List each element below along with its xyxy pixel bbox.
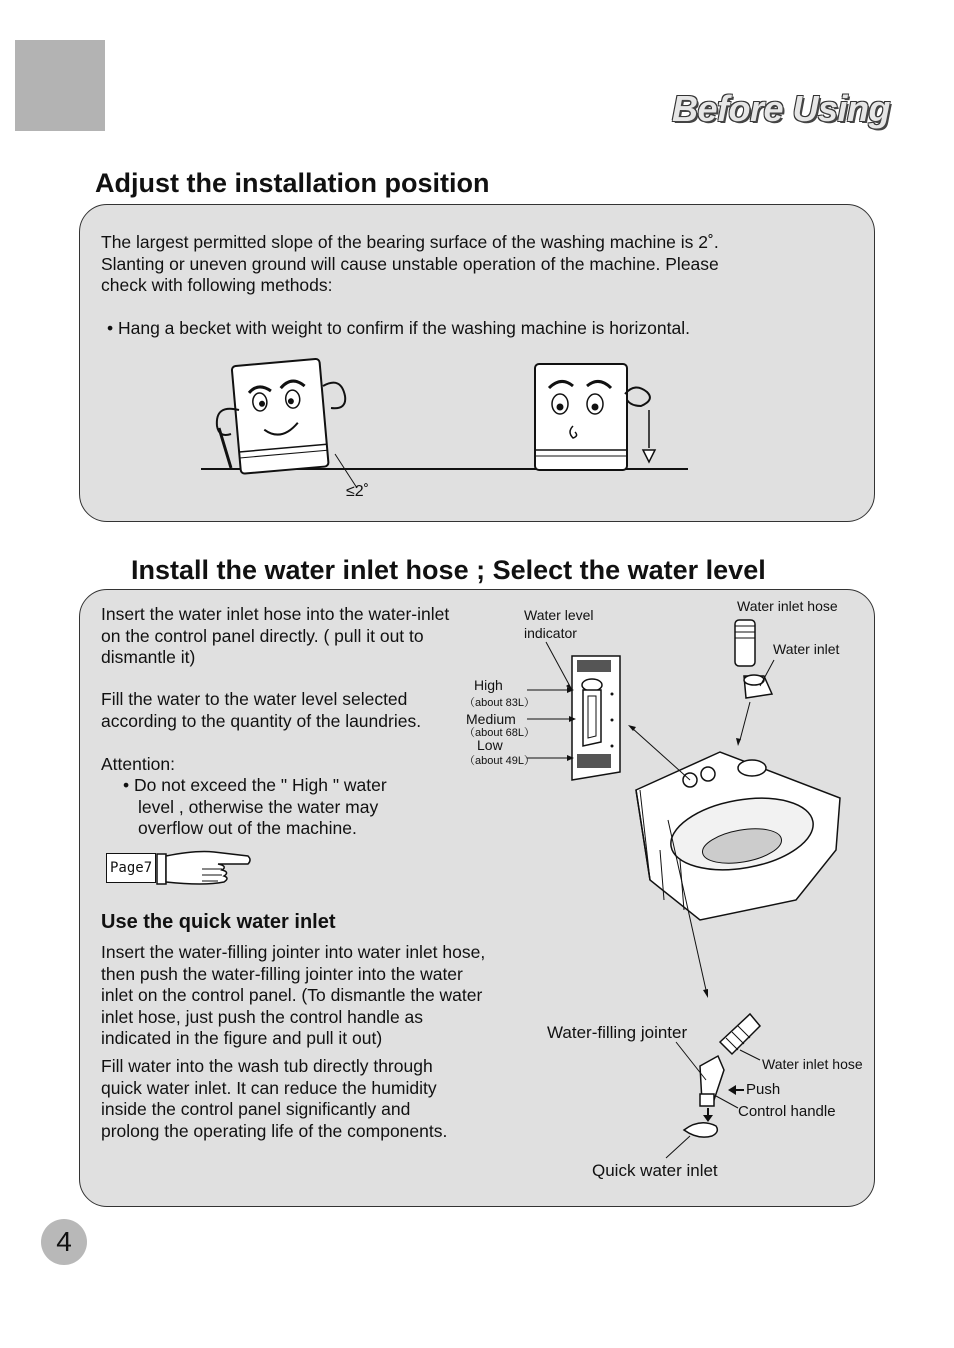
section-heading-installation: Adjust the installation position [95, 168, 490, 198]
page-header-title: Before Using [671, 88, 890, 129]
water-inlet-hose-top-drawing [735, 620, 772, 698]
label-line: indicator [524, 625, 577, 641]
paragraph-line: prolong the operating life of the components. [101, 1120, 448, 1141]
water-filling-jointer-label: Water-filling jointer [547, 1023, 688, 1042]
paragraph-line: inlet on the control panel. (To dismantle the water [101, 985, 483, 1005]
paragraph-line: Slanting or uneven ground will cause unstable operation of the machine. Please [101, 253, 719, 274]
label-line: Water level [524, 607, 594, 623]
paragraph-line: indicated in the figure and pull it out) [101, 1028, 383, 1048]
paragraph-line: Insert the water-filling jointer into water inlet hose, [101, 942, 486, 962]
washing-machine-drawing [636, 752, 840, 920]
paragraph-line: The largest permitted slope of the bearing surface of the washing machine is 2˚. [101, 232, 719, 252]
page-reference-label: Page7 [110, 860, 153, 876]
control-handle-label: Control handle [738, 1103, 836, 1120]
paragraph-line: Fill water into the wash tub directly through [101, 1056, 433, 1076]
water-level-indicator-drawing [572, 656, 620, 780]
paragraph-line: inlet hose, just push the control handle as [101, 1006, 424, 1027]
section-heading-water-inlet: Install the water inlet hose ; Select the water level [131, 555, 766, 585]
paragraph-line: quick water inlet. It can reduce the humidity [101, 1077, 437, 1098]
level-low-sub-label: （about 49L） [464, 755, 535, 767]
water-inlet-label: Water inlet [773, 641, 840, 657]
water-filling-jointer-drawing [684, 1014, 760, 1137]
level-high-sub-label: （about 83L） [464, 697, 535, 709]
angle-label: ≤2˚ [346, 483, 370, 500]
quick-inlet-heading: Use the quick water inlet [101, 911, 336, 933]
water-inlet-hose-label-top: Water inlet hose [737, 598, 838, 614]
attention-line: overflow out of the machine. [138, 818, 357, 838]
installation-bullet: • Hang a becket with weight to confirm if the washing machine is horizontal. [107, 318, 690, 338]
attention-label: Attention: [101, 754, 175, 774]
push-label: Push [746, 1081, 781, 1098]
level-high-label: High [474, 677, 503, 693]
paragraph-line: Fill the water to the water level selected [101, 689, 408, 709]
water-inlet-hose-label-bottom: Water inlet hose [762, 1056, 863, 1072]
attention-line: level , otherwise the water may [138, 797, 379, 817]
paragraph-line: on the control panel directly. ( pull it out to [101, 625, 424, 646]
level-medium-sub-label: （about 68L） [464, 727, 535, 739]
quick-water-inlet-label: Quick water inlet [592, 1161, 718, 1180]
paragraph-line: inside the control panel significantly and [101, 1099, 411, 1119]
page-number: 4 [41, 1219, 87, 1265]
paragraph-line: check with following methods: [101, 275, 333, 295]
level-low-label: Low [477, 737, 503, 753]
level-medium-label: Medium [466, 711, 516, 727]
paragraph-line: Insert the water inlet hose into the water-inlet [101, 604, 450, 624]
attention-line: • Do not exceed the " High " water [123, 775, 387, 795]
paragraph-line: dismantle it) [101, 647, 196, 667]
paragraph-line: according to the quantity of the laundries. [101, 710, 422, 731]
paragraph-line: then push the water-filling jointer into the water [101, 963, 463, 984]
